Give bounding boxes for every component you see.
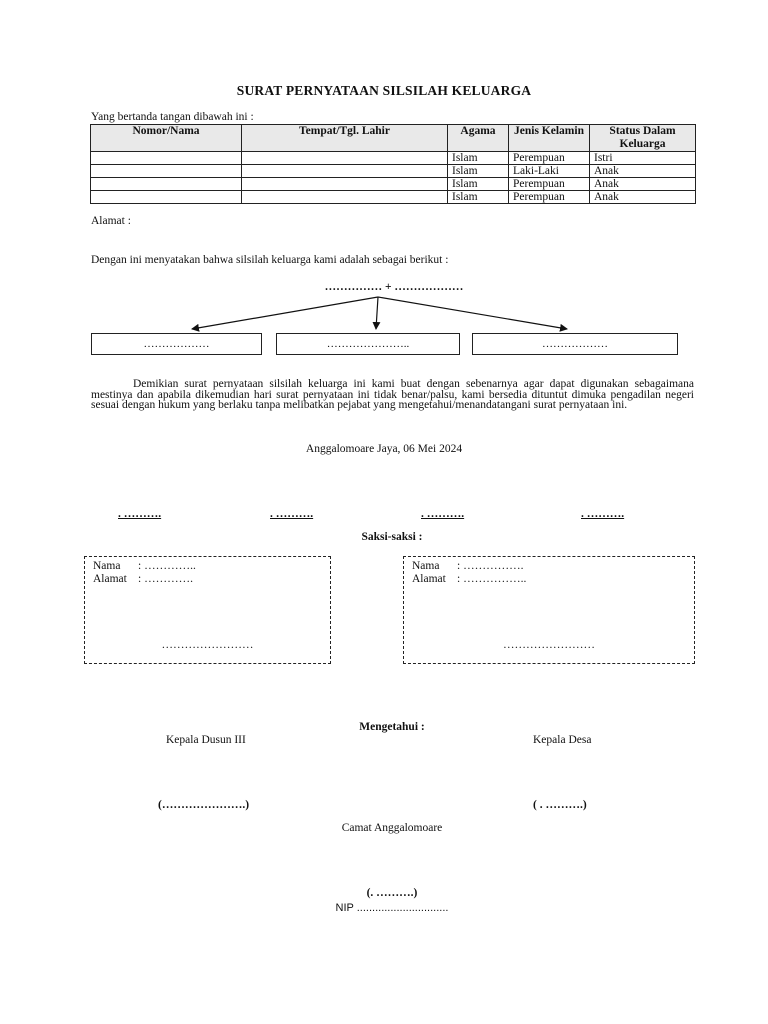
kepala-desa-label: Kepala Desa <box>533 734 592 746</box>
table-header-row <box>91 125 696 152</box>
table-row <box>91 152 696 165</box>
table-row <box>91 191 696 204</box>
family-tree-arrows <box>0 290 768 334</box>
header-tempat-tgl-lahir: Tempat/Tgl. Lahir <box>242 125 448 152</box>
signature-slot-3: . ………. <box>421 508 465 520</box>
witness-address-value: : …………. <box>138 573 193 585</box>
signature-slot-2: . ………. <box>270 508 314 520</box>
cell-ttl <box>242 165 448 178</box>
place-date: Anggalomoare Jaya, 06 Mei 2024 <box>305 443 463 455</box>
kepala-dusun-signature: (………………….) <box>158 799 250 811</box>
arrow-right <box>378 297 567 329</box>
cell-ttl <box>242 191 448 204</box>
tree-child-box-1: ……………… <box>91 333 262 355</box>
witness-name-value: : ……………. <box>457 560 524 572</box>
camat-label: Camat Anggalomoare <box>341 822 443 834</box>
alamat-label: Alamat : <box>91 215 131 227</box>
witness-name-label: Nama <box>93 560 121 572</box>
cell-jenis-kelamin: Perempuan <box>509 152 590 165</box>
table-row <box>91 165 696 178</box>
kepala-desa-signature: ( . ……….) <box>533 799 587 811</box>
cell-ttl <box>242 178 448 191</box>
witness-box-2 <box>403 556 695 664</box>
cell-status: Anak <box>590 191 696 204</box>
witness-address-value: : …………….. <box>457 573 527 585</box>
cell-nama <box>91 165 242 178</box>
table-row <box>91 178 696 191</box>
cell-jenis-kelamin: Perempuan <box>509 191 590 204</box>
tree-parents: …………… + ……………… <box>324 281 464 293</box>
nip-line: NIP .............................. <box>335 902 449 914</box>
cell-agama: Islam <box>448 191 509 204</box>
closing-paragraph <box>91 379 694 411</box>
mengetahui-title: Mengetahui : <box>359 721 425 733</box>
witnesses-title: Saksi-saksi : <box>361 531 423 543</box>
cell-nama <box>91 191 242 204</box>
header-jenis-kelamin: Jenis Kelamin <box>509 125 590 152</box>
signature-slot-4: . ………. <box>581 508 625 520</box>
kepala-dusun-label: Kepala Dusun III <box>166 734 246 746</box>
witness-signature-line: …………………… <box>161 639 254 651</box>
cell-jenis-kelamin: Laki-Laki <box>509 165 590 178</box>
cell-agama: Islam <box>448 152 509 165</box>
witness-name-value: : ………….. <box>138 560 196 572</box>
cell-status: Istri <box>590 152 696 165</box>
cell-jenis-kelamin: Perempuan <box>509 178 590 191</box>
cell-status: Anak <box>590 178 696 191</box>
arrow-middle <box>376 297 378 329</box>
witness-box-1 <box>84 556 331 664</box>
arrow-left <box>192 297 378 329</box>
cell-nama <box>91 178 242 191</box>
witness-address-label: Alamat <box>412 573 446 585</box>
witness-signature-line: …………………… <box>503 639 595 651</box>
header-nomor-nama: Nomor/Nama <box>91 125 242 152</box>
cell-ttl <box>242 152 448 165</box>
header-status-keluarga: Status Dalam Keluarga <box>590 125 696 152</box>
document-title: SURAT PERNYATAAN SILSILAH KELUARGA <box>236 83 532 98</box>
tree-child-box-3: ……………… <box>472 333 678 355</box>
tree-child-box-2: ………………….. <box>276 333 460 355</box>
intro-text: Yang bertanda tangan dibawah ini : <box>91 111 254 123</box>
camat-signature: (. ……….) <box>366 887 418 899</box>
witness-name-label: Nama <box>412 560 440 572</box>
statement-text: Dengan ini menyatakan bahwa silsilah keluarga kami adalah sebagai berikut : <box>91 254 449 266</box>
cell-agama: Islam <box>448 178 509 191</box>
signature-slot-1: . ………. <box>118 508 162 520</box>
cell-nama <box>91 152 242 165</box>
witness-address-label: Alamat <box>93 573 127 585</box>
header-agama: Agama <box>448 125 509 152</box>
cell-status: Anak <box>590 165 696 178</box>
closing-paragraph-text: Demikian surat pernyataan silsilah keluarga ini kami buat dengan sebenarnya agar dapat digunakan sebagaimana mestinya dan apabila dikemudian hari surat pernyataan ini tidak benar/palsu, kami bersedia dituntut dimuka pengadilan negeri sesuai dengan hukum yang berlaku tanpa melibatkan pejabat yang mengetahui/menandatangani surat pernyataan ini. <box>91 378 694 411</box>
cell-agama: Islam <box>448 165 509 178</box>
family-members-table <box>90 124 696 204</box>
